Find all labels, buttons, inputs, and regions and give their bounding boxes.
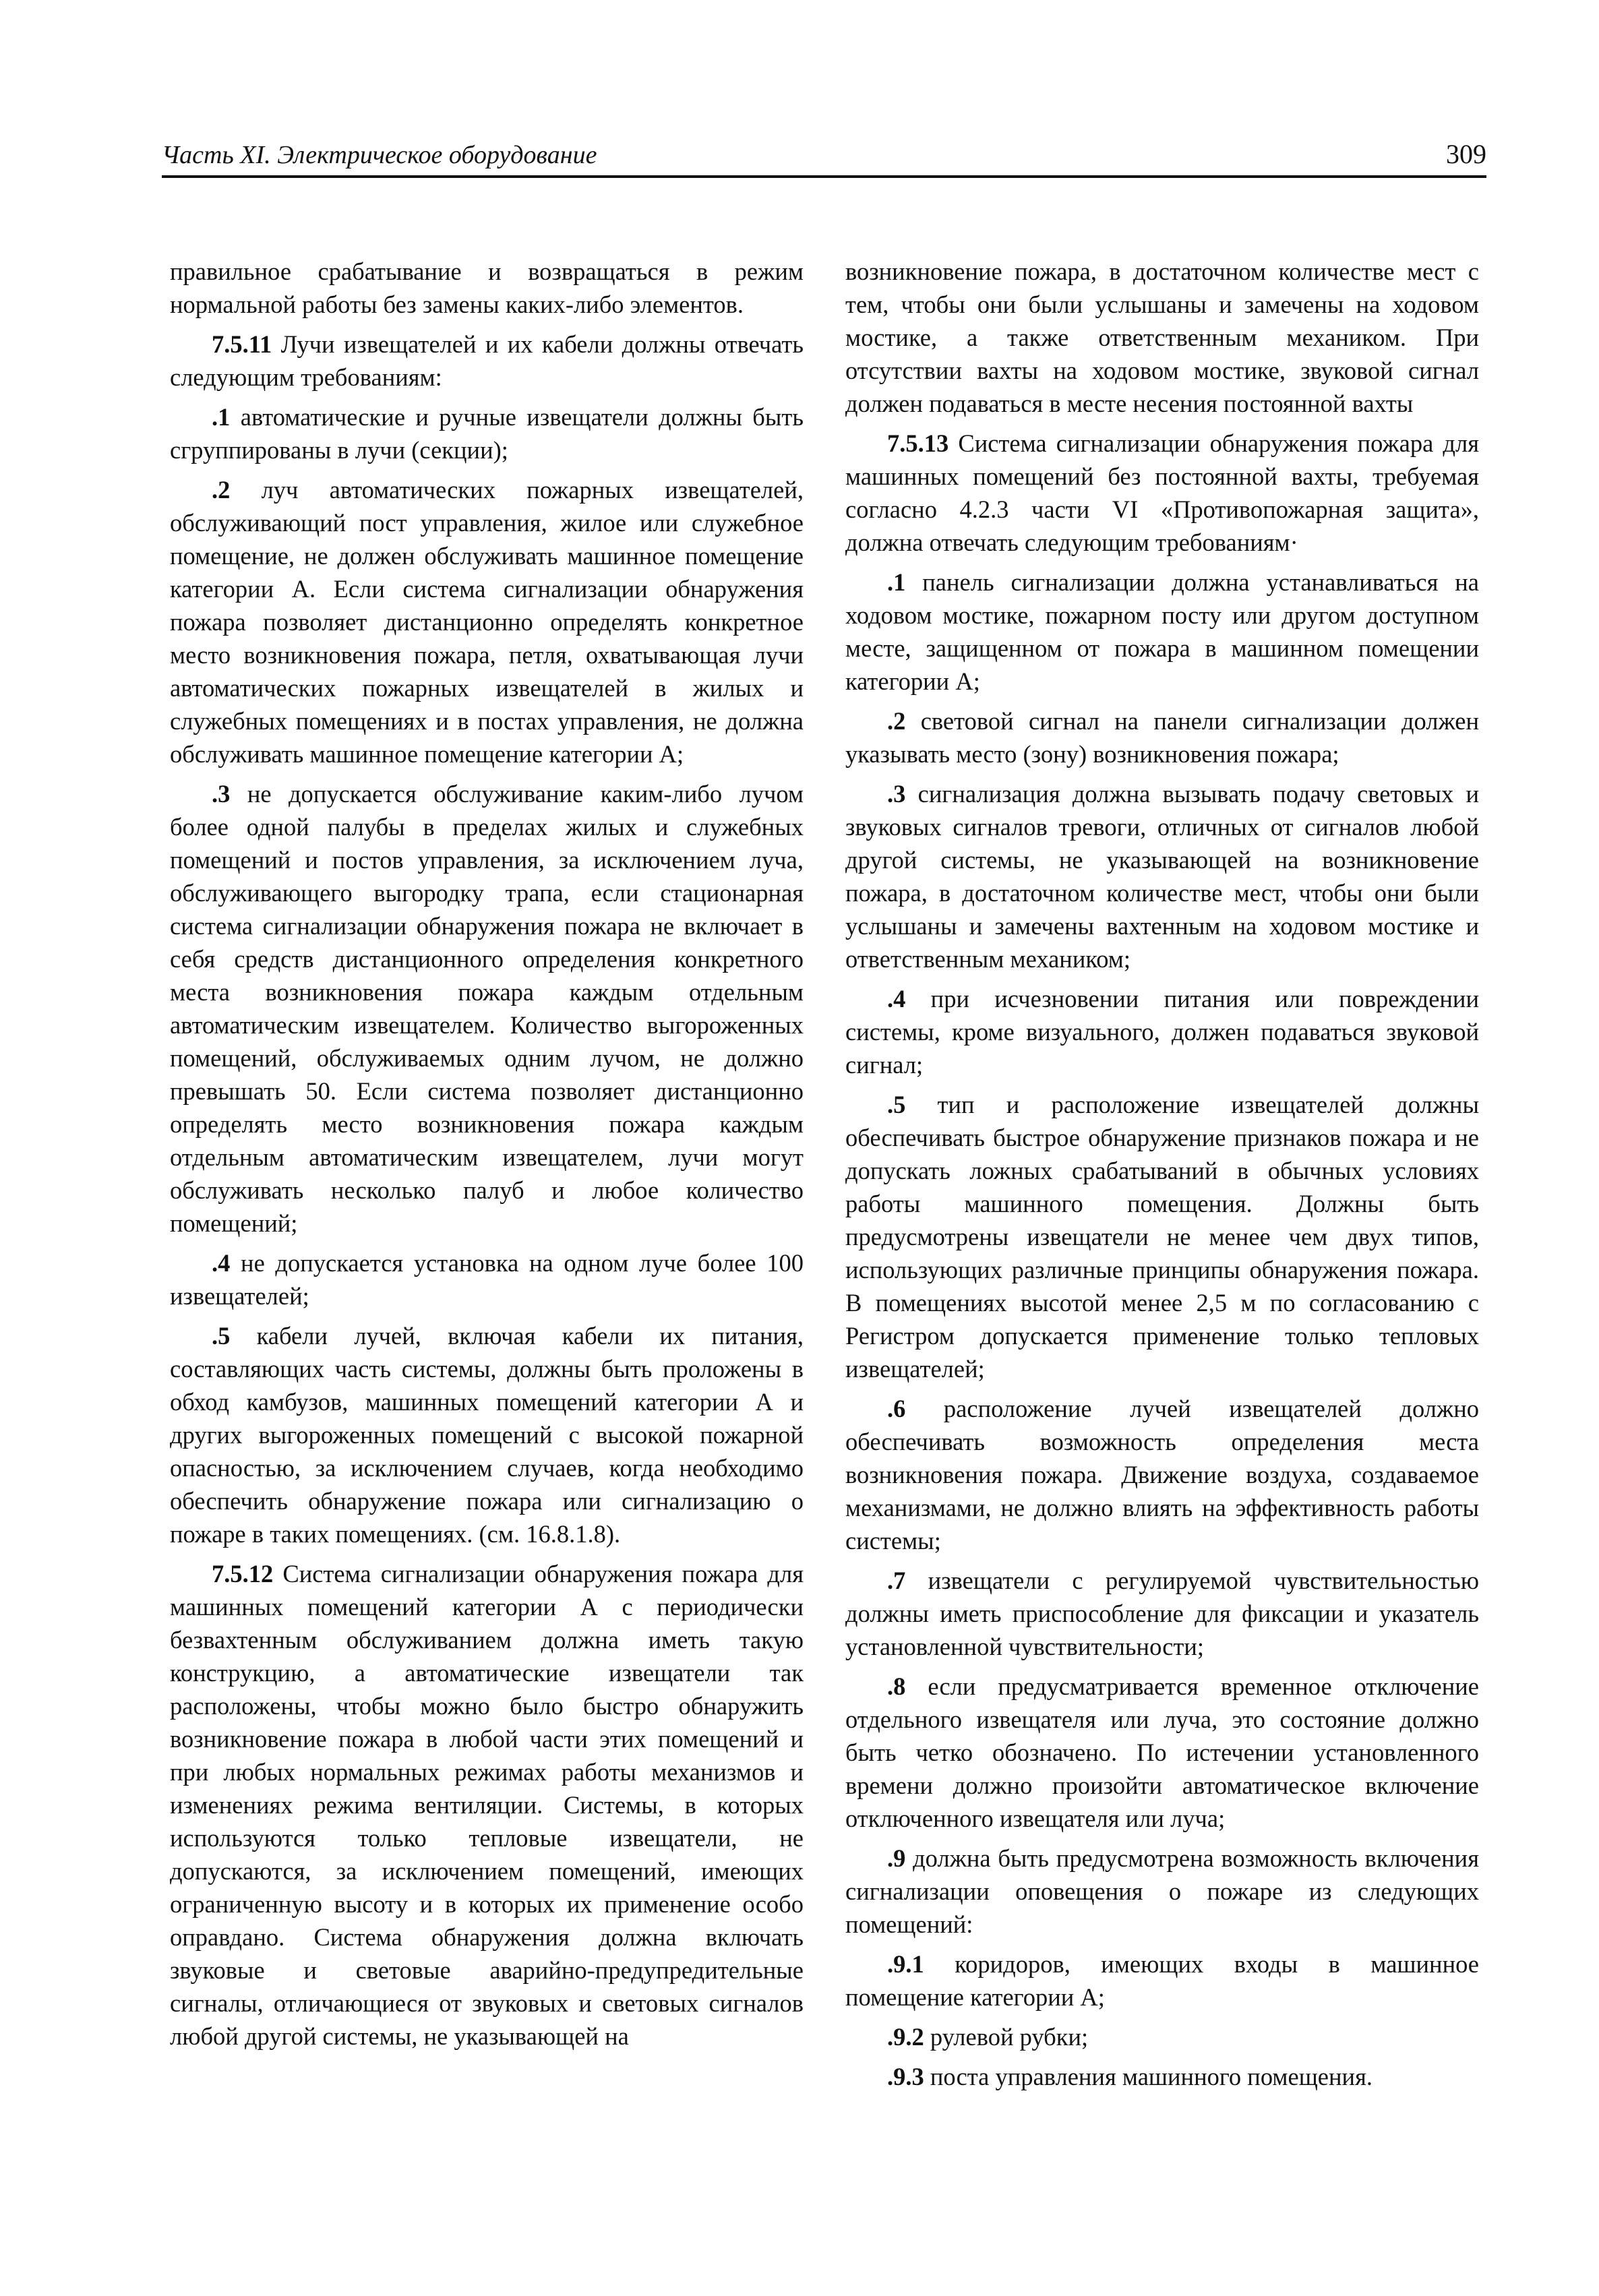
paragraph: [845, 1947, 1479, 2014]
clause-number: .5: [887, 1091, 906, 1118]
clause-number: 7.5.13: [887, 429, 949, 457]
paragraph-text: автоматические и ручные извещатели должны быть сгруппированы в лучи (секции);: [170, 403, 804, 464]
paragraph-text: возникновение пожара, в достаточном количестве мест с тем, чтобы они были услышаны и замечены на ходовом мостике, а также ответственным механиком. При отсутствии вахты на ходовом мостике, звуковой сигнал должен подаваться в месте несения постоянной вахты: [845, 258, 1479, 417]
paragraph: [845, 777, 1479, 975]
right-column: [845, 255, 1479, 2100]
header-title: Часть XI. Электрическое оборудование: [162, 141, 597, 169]
paragraph: [845, 2060, 1479, 2093]
paragraph-text: Система сигнализации обнаружения пожара для машинных помещений без постоянной вахты, требуемая согласно 4.2.3 части VI «Противопожарная защита», должна отвечать следующим требованиям·: [845, 429, 1479, 556]
clause-number: .1: [212, 403, 231, 431]
paragraph-text: Лучи извещателей и их кабели должны отвечать следующим требованиям:: [170, 330, 804, 391]
paragraph-text: не допускается установка на одном луче более 100 извещателей;: [170, 1249, 804, 1310]
paragraph: [170, 400, 804, 466]
paragraph: [845, 1842, 1479, 1941]
paragraph: [170, 473, 804, 771]
paragraph-text: Система сигнализации обнаружения пожара для машинных помещений категории А с периодически безвахтенным обслуживанием должна иметь такую конструкцию, а автоматические извещатели так расположены, чтобы можно было быстро обнаружить возникновение пожара в любой части этих помещений и при любых нормальных режимах работы механизмов и изменениях режима вентиляции. Системы, в которых используются только тепловые извещатели, не допускаются, за исключением помещений, имеющих ограниченную высоту и в которых их применение особо оправдано. Система обнаружения должна включать звуковые и световые аварийно-предупредительные сигналы, отличающиеся от звуковых и световых сигналов любой другой системы, не указывающей на: [170, 1560, 804, 2050]
clause-number: 7.5.11: [212, 330, 272, 358]
clause-number: .2: [212, 476, 231, 504]
paragraph: [170, 328, 804, 394]
paragraph-text: световой сигнал на панели сигнализации должен указывать место (зону) возникновения пожара;: [845, 707, 1479, 768]
clause-number: .7: [887, 1567, 906, 1594]
paragraph: [845, 982, 1479, 1081]
paragraph-text: не допускается обслуживание каким-либо лучом более одной палубы в пределах жилых и служебных помещений и постов управления, за исключением луча, обслуживающего выгородку трапа, если стационарная система сигнализации обнаружения пожара не включает в себя средств дистанционного определения конкретного места возникновения пожара каждым отдельным автоматическим извещателем. Количество выгороженных помещений, обслуживаемых одним лучом, не должно превышать 50. Если система позволяет дистанционно определять место возникновения пожара каждым отдельным автоматическим извещателем, лучи могут обслуживать несколько палуб и любое количество помещений;: [170, 780, 804, 1237]
paragraph-text: правильное срабатывание и возвращаться в режим нормальной работы без замены каких-либо элементов.: [170, 258, 804, 318]
clause-number: .3: [212, 780, 231, 808]
paragraph: [170, 1246, 804, 1312]
clause-number: .3: [887, 780, 906, 808]
paragraph: [845, 427, 1479, 559]
paragraph: [845, 1670, 1479, 1835]
paragraph-text: кабели лучей, включая кабели их питания, составляющих часть системы, должны быть проложены в обход камбузов, машинных помещений категории А и других выгороженных помещений с высокой пожарной опасностью, за исключением случаев, когда необходимо обеспечить обнаружение пожара или сигнализацию о пожаре в таких помещениях. (см. 16.8.1.8).: [170, 1322, 804, 1548]
paragraph-text: тип и расположение извещателей должны обеспечивать быстрое обнаружение признаков пожара и не допускать ложных срабатываний в обычных условиях работы машинного помещения. Должны быть предусмотрены извещатели не менее чем двух типов, использующих различные принципы обнаружения пожара. В помещениях высотой менее 2,5 м по согласованию с Регистром допускается применение только тепловых извещателей;: [845, 1091, 1479, 1383]
paragraph-text: должна быть предусмотрена возможность включения сигнализации оповещения о пожаре из следующих помещений:: [845, 1844, 1479, 1938]
paragraph: [170, 777, 804, 1240]
paragraph-text: если предусматривается временное отключение отдельного извещателя или луча, это состояние должно быть четко обозначено. По истечении установленного времени должно произойти автоматическое включение отключенного извещателя или луча;: [845, 1672, 1479, 1832]
paragraph: [845, 1392, 1479, 1557]
paragraph-text: извещатели с регулируемой чувствительностью должны иметь приспособление для фиксации и указатель установленной чувствительности;: [845, 1567, 1479, 1660]
left-column: [170, 255, 804, 2059]
clause-number: .9.3: [887, 2063, 924, 2090]
paragraph: [845, 2020, 1479, 2053]
running-header: [162, 132, 1486, 178]
clause-number: .9.1: [887, 1950, 924, 1978]
paragraph-text: сигнализация должна вызывать подачу световых и звуковых сигналов тревоги, отличных от сигналов любой другой системы, не указывающей на возникновение пожара, в достаточном количестве мест, чтобы они были услышаны и замечены вахтенным на ходовом мостике и ответственным механиком;: [845, 780, 1479, 973]
clause-number: .9.2: [887, 2023, 924, 2051]
paragraph-text: расположение лучей извещателей должно обеспечивать возможность определения места возникновения пожара. Движение воздуха, создаваемое механизмами, не должно влиять на эффективность работы системы;: [845, 1395, 1479, 1554]
paragraph: [845, 704, 1479, 771]
page-number: 309: [1446, 139, 1486, 169]
paragraph: [170, 1557, 804, 2053]
paragraph: [845, 255, 1479, 420]
clause-number: .9: [887, 1844, 906, 1872]
paragraph-text: при исчезновении питания или повреждении системы, кроме визуального, должен подаваться звуковой сигнал;: [845, 985, 1479, 1079]
paragraph-text: рулевой рубки;: [924, 2023, 1089, 2051]
paragraph-text: луч автоматических пожарных извещателей, обслуживающий пост управления, жилое или служебное помещение, не должен обслуживать машинное помещение категории А. Если система сигнализации обнаружения пожара позволяет дистанционно определять конкретное место возникновения пожара, петля, охватывающая лучи автоматических пожарных извещателей в жилых и служебных помещениях и в постах управления, не должна обслуживать машинное помещение категории А;: [170, 476, 804, 768]
clause-number: .2: [887, 707, 906, 735]
paragraph: [845, 1564, 1479, 1663]
clause-number: 7.5.12: [212, 1560, 274, 1588]
paragraph: [170, 1319, 804, 1550]
paragraph: [845, 1088, 1479, 1385]
paragraph-text: поста управления машинного помещения.: [924, 2063, 1372, 2090]
clause-number: .1: [887, 568, 906, 596]
clause-number: .6: [887, 1395, 906, 1422]
clause-number: .8: [887, 1672, 906, 1700]
clause-number: .4: [212, 1249, 231, 1277]
paragraph: [845, 566, 1479, 698]
paragraph-text: панель сигнализации должна устанавливаться на ходовом мостике, пожарном посту или другом доступном месте, защищенном от пожара в машинном помещении категории А;: [845, 568, 1479, 695]
paragraph: [170, 255, 804, 321]
clause-number: .4: [887, 985, 906, 1013]
paragraph-text: коридоров, имеющих входы в машинное помещение категории А;: [845, 1950, 1479, 2011]
clause-number: .5: [212, 1322, 231, 1350]
